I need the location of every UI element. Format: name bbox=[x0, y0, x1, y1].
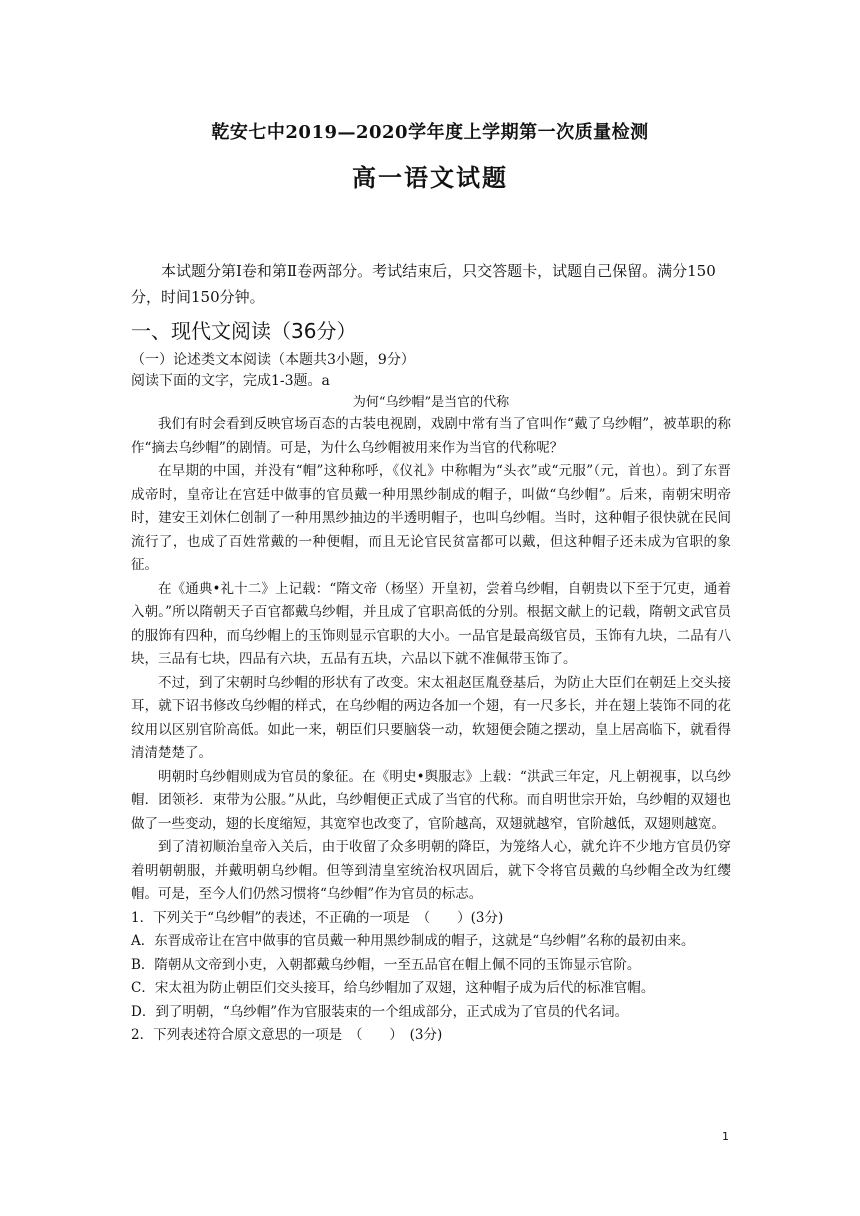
answer-option: A．东晋成帝让在宫中做事的官员戴一种用黑纱制成的帽子，这就是“乌纱帽”名称的最初由来。 bbox=[131, 933, 695, 949]
article-title: 为何“乌纱帽”是当官的代称 bbox=[352, 395, 510, 410]
article-paragraph: 不过，到了宋朝时乌纱帽的形状有了改变。宋太祖赵匡胤登基后，为防止大臣们在朝廷上交头接耳，就下诏书修改乌纱帽的样式，在乌纱帽的两边各加一个翅，有一尺多长，并在翅上装饰不同的花纹用以区别官阶高低。如此一来，朝臣们只要脑袋一动，软翅便会随之摆动，皇上居高临下，就看得清清楚楚了。 bbox=[131, 674, 731, 761]
article-paragraph: 明朝时乌纱帽则成为官员的象征。在《明史•舆服志》上载：“洪武三年定，凡上朝视事，以乌纱帽．团领衫．束带为公服。”从此，乌纱帽便正式成了当官的代称。而自明世宗开始，乌纱帽的双翅也做了一些变动，翅的长度缩短，其宽窄也改变了，官阶越高，双翅就越窄，官阶越低，双翅则越宽。 bbox=[131, 768, 731, 832]
document-body bbox=[131, 258, 731, 1048]
answer-option: C．宋太祖为防止朝臣们交头接耳，给乌纱帽加了双翅，这种帽子成为后代的标准官帽。 bbox=[131, 980, 655, 996]
article-paragraph: 在《通典•礼十二》上记载：“隋文帝（杨坚）开皇初，尝着乌纱帽，自朝贵以下至于冗吏，通着入朝。”所以隋朝天子百官都戴乌纱帽，并且成了官职高低的分别。根据文献上的记载，隋朝文武官员的服饰有四种，而乌纱帽上的玉饰则显示官职的大小。一品官是最高级官员，玉饰有九块，二品有八块，三品有七块，四品有六块，五品有五块，六品以下就不准佩带玉饰了。 bbox=[131, 580, 731, 667]
answer-option: D．到了明朝，“乌纱帽”作为官服装束的一个组成部分，正式成为了官员的代名词。 bbox=[131, 1003, 629, 1020]
answer-option: B．隋朝从文帝到小吏，入朝都戴乌纱帽，一至五品官在帽上佩不同的玉饰显示官阶。 bbox=[131, 956, 641, 973]
exam-instructions: 本试题分第Ⅰ卷和第Ⅱ卷两部分。考试结束后，只交答题卡，试题自己保留。满分150分，时间150分钟。 bbox=[131, 262, 716, 306]
sub-section-heading: （一）论述类文本阅读（本题共3小题，9分） bbox=[131, 352, 415, 368]
article-paragraph: 我们有时会看到反映官场百态的古装电视剧，戏剧中常有当了官叫作“戴了乌纱帽”，被革职的称作“摘去乌纱帽”的剧情。可是，为什么乌纱帽被用来作为当官的代称呢？ bbox=[131, 416, 731, 456]
article-paragraph: 在早期的中国，并没有“帽”这种称呼，《仪礼》中称帽为“头衣”或“元服”（元，首也）。到了东晋成帝时，皇帝让在宫廷中做事的官员戴一种用黑纱制成的帽子，叫做“乌纱帽”。后来，南朝宋明帝时，建安王刘休仁创制了一种用黑纱抽边的半透明帽子，也叫乌纱帽。当时，这种帽子很快就在民间流行了，也成了百姓常戴的一种便帽，而且无论官民贫富都可以戴，但这种帽子还未成为官职的象征。 bbox=[131, 463, 731, 573]
subject-title: 高一语文试题 bbox=[352, 163, 508, 192]
reading-instruction: 阅读下面的文字，完成1-3题。a bbox=[131, 373, 330, 389]
article-paragraph: 到了清初顺治皇帝入关后，由于收留了众多明朝的降臣，为笼络人心，就允许不少地方官员仍穿着明朝朝服，并戴明朝乌纱帽。但等到清皇室统治权巩固后，就下令将官员戴的乌纱帽全改为红缨帽。可是，至今人们仍然习惯将“乌纱帽”作为官员的标志。 bbox=[131, 839, 731, 902]
question-stem: 1．下列关于“乌纱帽”的表述，不正确的一项是 （ ）(3分) bbox=[131, 909, 504, 926]
question-stem: 2．下列表述符合原文意思的一项是 （ ） (3分) bbox=[131, 1027, 443, 1043]
page-number: 1 bbox=[722, 1130, 729, 1143]
exam-title: 乾安七中2019—2020学年度上学期第一次质量检测 bbox=[211, 122, 649, 143]
section-heading: 一、现代文阅读（36分） bbox=[131, 319, 357, 343]
